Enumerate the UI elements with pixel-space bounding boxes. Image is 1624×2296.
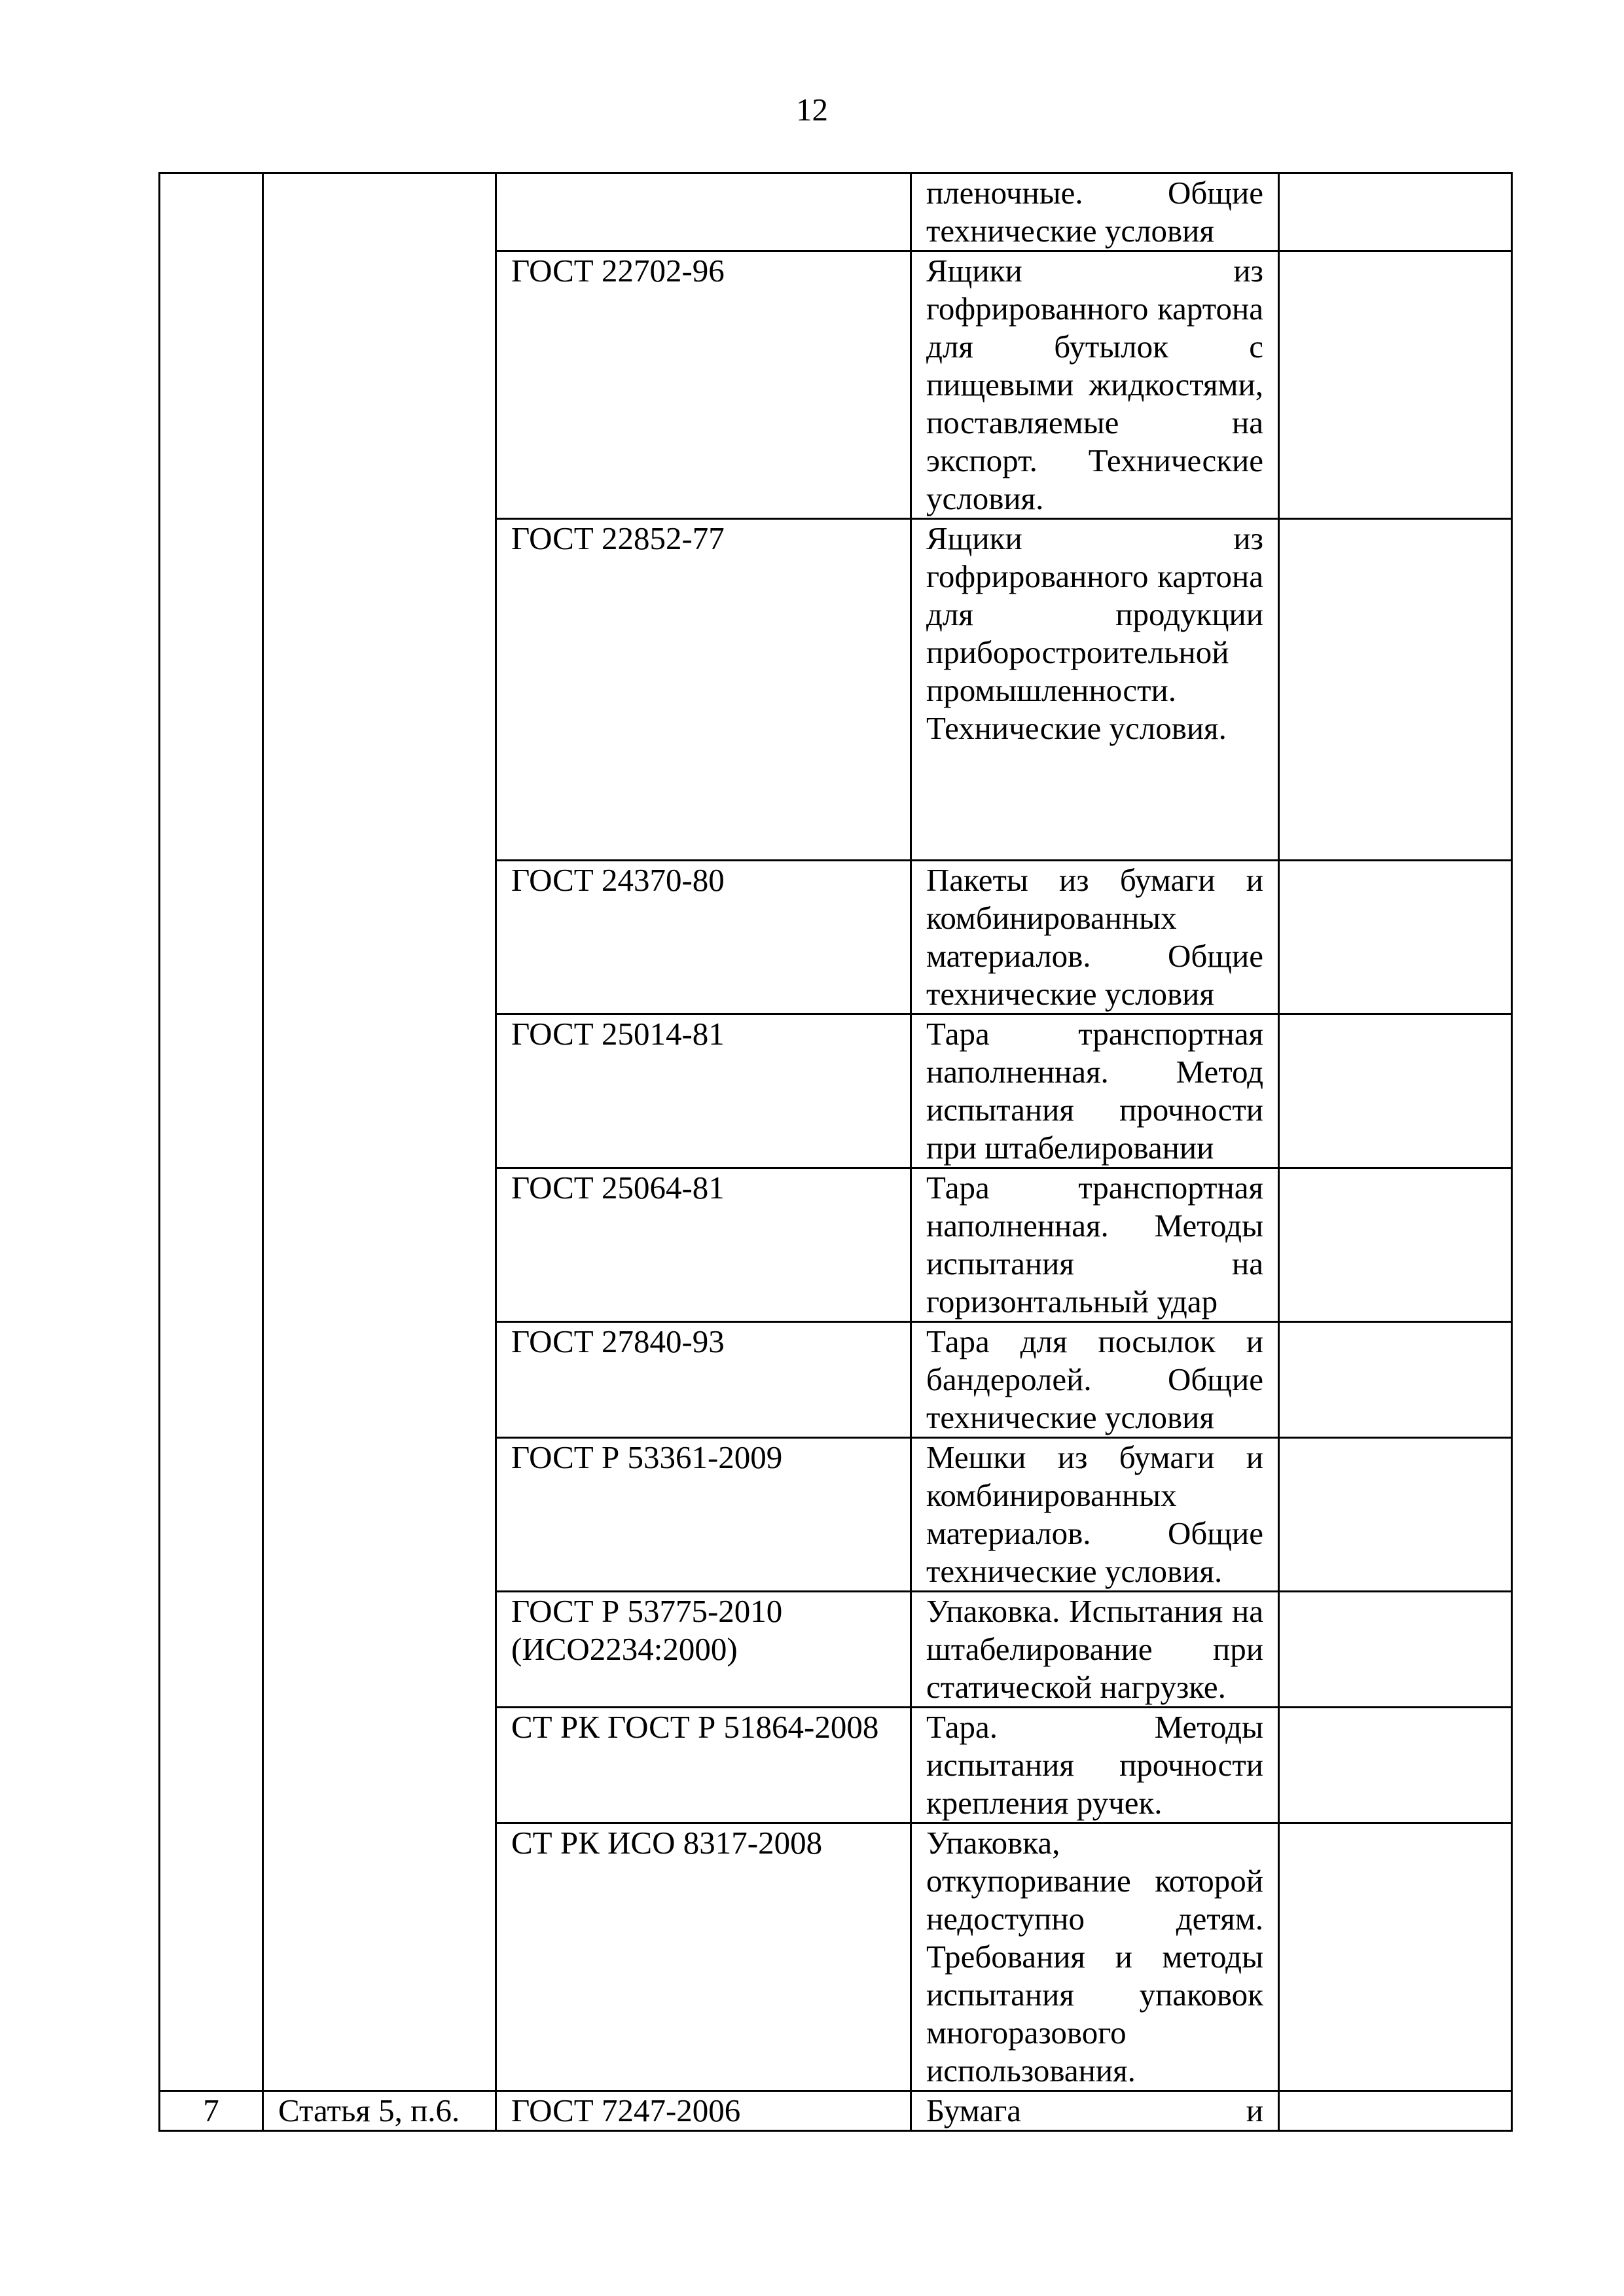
standard-cell: ГОСТ 25014-81 [496, 1014, 911, 1168]
row-number [160, 861, 263, 1014]
description-cell: Ящики из гофрированного картона для бутылок с пищевыми жидкостями, поставляемые на экспорт. Технические условия. [911, 251, 1279, 519]
row-number [160, 1592, 263, 1708]
description-cell: Мешки из бумаги и комбинированных материалов. Общие технические условия. [911, 1438, 1279, 1592]
standard-cell: СТ РК ГОСТ Р 51864-2008 [496, 1708, 911, 1823]
article-cell [263, 251, 496, 519]
standard-cell: ГОСТ 27840-93 [496, 1322, 911, 1438]
standard-cell: ГОСТ 7247-2006 [496, 2091, 911, 2131]
description-cell: пленочные. Общие технические условия [911, 173, 1279, 251]
standards-table [158, 172, 1513, 2132]
description-cell: Тара транспортная наполненная. Методы испытания на горизонтальный удар [911, 1168, 1279, 1322]
article-cell [263, 173, 496, 251]
article-cell [263, 1823, 496, 2091]
table-row [160, 861, 1512, 1014]
row-number [160, 1823, 263, 2091]
row-number [160, 251, 263, 519]
description-cell: Тара для посылок и бандеролей. Общие технические условия [911, 1322, 1279, 1438]
standard-cell: ГОСТ 22852-77 [496, 519, 911, 861]
article-cell [263, 1592, 496, 1708]
standard-cell: ГОСТ 24370-80 [496, 861, 911, 1014]
note-cell [1279, 1592, 1512, 1708]
standard-cell: СТ РК ИСО 8317-2008 [496, 1823, 911, 2091]
note-cell [1279, 861, 1512, 1014]
description-cell: Тара транспортная наполненная. Метод испытания прочности при штабелировании [911, 1014, 1279, 1168]
article-cell [263, 1322, 496, 1438]
table-row [160, 251, 1512, 519]
row-number [160, 1014, 263, 1168]
article-cell: Статья 5, п.6. [263, 2091, 496, 2131]
row-number [160, 1322, 263, 1438]
row-number [160, 519, 263, 861]
standard-cell: ГОСТ Р 53775-2010 (ИСО2234:2000) [496, 1592, 911, 1708]
note-cell [1279, 519, 1512, 861]
standard-cell: ГОСТ 25064-81 [496, 1168, 911, 1322]
article-cell [263, 1708, 496, 1823]
table-row [160, 1168, 1512, 1322]
note-cell [1279, 1322, 1512, 1438]
note-cell [1279, 2091, 1512, 2131]
table-row [160, 1322, 1512, 1438]
standard-cell: ГОСТ Р 53361-2009 [496, 1438, 911, 1592]
description-cell: Ящики из гофрированного картона для продукции приборостроительной промышленности. Технические условия. [911, 519, 1279, 861]
note-cell [1279, 1823, 1512, 2091]
article-cell [263, 1168, 496, 1322]
description-cell: Тара. Методы испытания прочности крепления ручек. [911, 1708, 1279, 1823]
row-number [160, 1438, 263, 1592]
table-row [160, 2091, 1512, 2131]
note-cell [1279, 173, 1512, 251]
row-number [160, 173, 263, 251]
page-number: 12 [796, 92, 828, 128]
article-cell [263, 861, 496, 1014]
article-cell [263, 1014, 496, 1168]
note-cell [1279, 1708, 1512, 1823]
row-number [160, 1708, 263, 1823]
standard-cell [496, 173, 911, 251]
description-cell: Пакеты из бумаги и комбинированных материалов. Общие технические условия [911, 861, 1279, 1014]
table-row [160, 1708, 1512, 1823]
table-row [160, 1014, 1512, 1168]
article-cell [263, 1438, 496, 1592]
article-cell [263, 519, 496, 861]
note-cell [1279, 1438, 1512, 1592]
row-number: 7 [160, 2091, 263, 2131]
description-cell: Упаковка, откупоривание которой недоступно детям. Требования и методы испытания упаковок многоразового использования. [911, 1823, 1279, 2091]
table-row [160, 1823, 1512, 2091]
table-row [160, 1438, 1512, 1592]
standard-cell: ГОСТ 22702-96 [496, 251, 911, 519]
table-row [160, 519, 1512, 861]
note-cell [1279, 251, 1512, 519]
row-number [160, 1168, 263, 1322]
note-cell [1279, 1014, 1512, 1168]
description-cell: Бумага и [911, 2091, 1279, 2131]
table-row [160, 173, 1512, 251]
description-cell: Упаковка. Испытания на штабелирование при статической нагрузке. [911, 1592, 1279, 1708]
table-row [160, 1592, 1512, 1708]
note-cell [1279, 1168, 1512, 1322]
